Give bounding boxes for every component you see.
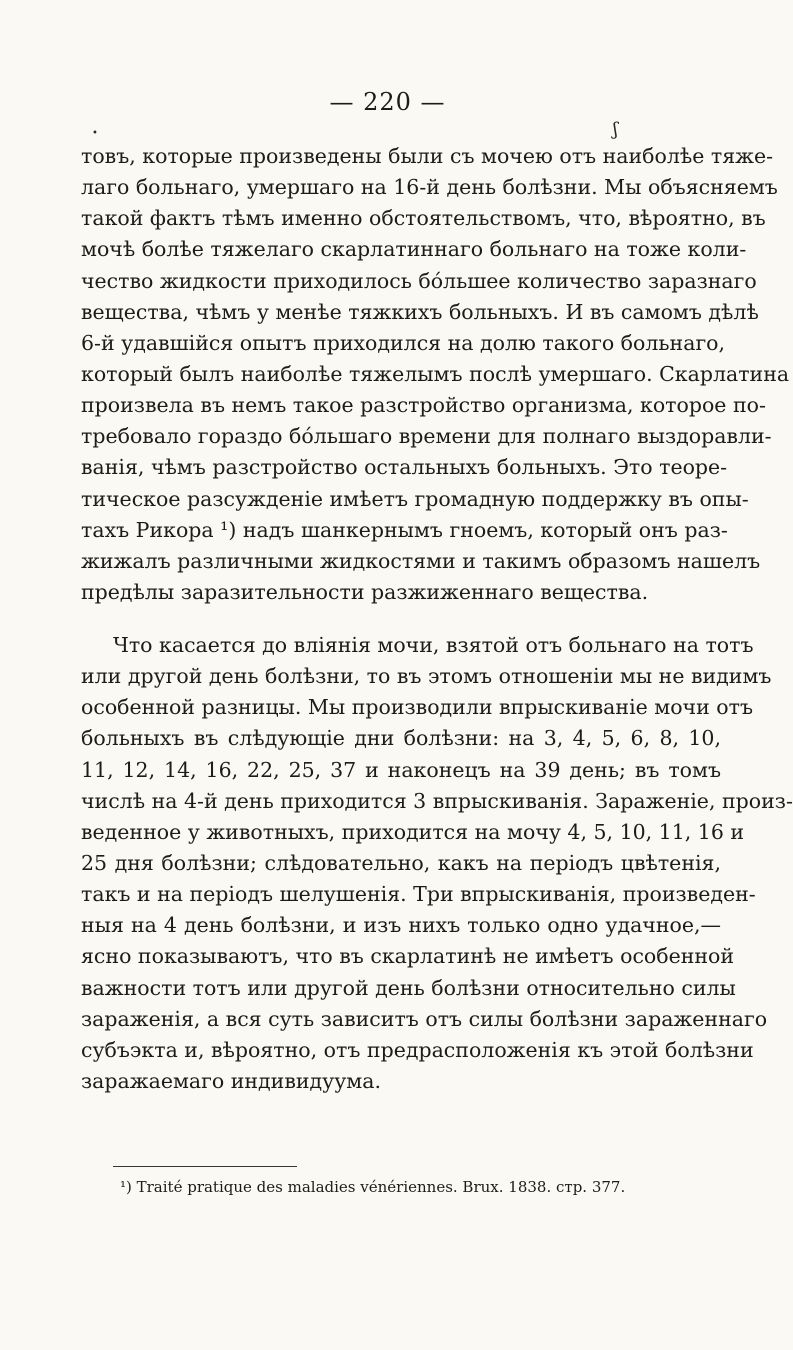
text-line: ныя на 4 день болѣзни, и изъ нихъ только одно удачное,—	[81, 913, 721, 938]
text-line: тахъ Рикора ¹) надъ шанкернымъ гноемъ, который онъ раз-	[81, 517, 728, 542]
paragraph-1	[81, 141, 790, 608]
text-line: ясно показываютъ, что въ скарлатинѣ не имѣетъ особенной	[81, 944, 735, 969]
text-line: лаго больнаго, умершаго на 16-й день болѣзни. Мы объясняемъ	[81, 175, 778, 200]
text-line: зараженія, а вся суть зависитъ отъ силы болѣзни зараженнаго	[81, 1006, 768, 1031]
text-line: произвела въ немъ такое разстройство организма, которое по-	[81, 393, 766, 418]
ink-dot: •	[92, 128, 98, 139]
page-number: — 220 —	[329, 88, 446, 116]
text-line: Что касается до вліянія мочи, взятой отъ больнаго на тотъ	[113, 633, 754, 657]
text-line: вещества, чѣмъ у менѣе тяжкихъ больныхъ. И въ самомъ дѣлѣ	[81, 299, 759, 324]
text-line: тическое разсужденіе имѣетъ громадную поддержку въ опы-	[81, 486, 749, 511]
text-line: чество жидкости приходилось бо́льшее количество заразнаго	[81, 268, 757, 293]
text-line: 11, 12, 14, 16, 22, 25, 37 и наконецъ на 39 день; въ томъ	[81, 757, 721, 782]
text-line: предѣлы заразительности разжиженнаго вещества.	[81, 579, 649, 604]
text-line: числѣ на 4-й день приходится 3 впрыскиванія. Зараженіе, произ-	[81, 788, 793, 813]
footnote-divider	[113, 1166, 297, 1167]
text-line: который былъ наиболѣе тяжелымъ послѣ умершаго. Скарлатина	[81, 361, 790, 386]
text-line: заражаемаго индивидуума.	[81, 1068, 381, 1093]
text-line: 25 дня болѣзни; слѣдовательно, какъ на періодъ цвѣтенія,	[81, 850, 721, 875]
text-line: такъ и на періодъ шелушенія. Три впрыскиванія, произведен-	[81, 882, 756, 907]
text-line: или другой день болѣзни, то въ этомъ отношеніи мы не видимъ	[81, 664, 772, 689]
text-line: 6-й удавшійся опытъ приходился на долю такого больнаго,	[81, 330, 726, 355]
text-line: особенной разницы. Мы производили впрыскиваніе мочи отъ	[81, 695, 754, 720]
text-line: ванія, чѣмъ разстройство остальныхъ больныхъ. Это теоре-	[81, 455, 728, 480]
text-line: больныхъ въ слѣдующіе дни болѣзни: на 3, 4, 5, 6, 8, 10,	[81, 726, 721, 751]
text-line: такой фактъ тѣмъ именно обстоятельствомъ, что, вѣроятно, въ	[81, 206, 766, 231]
text-line: мочѣ болѣе тяжелаго скарлатиннаго больнаго на тоже коли-	[81, 237, 747, 262]
text-line: товъ, которые произведены были съ мочею отъ наиболѣе тяже-	[81, 144, 774, 168]
text-line: требовало гораздо бо́льшаго времени для полнаго выздоравли-	[81, 424, 772, 449]
text-line: жижалъ различными жидкостями и такимъ образомъ нашелъ	[81, 548, 761, 573]
paragraph-2	[81, 630, 793, 1097]
footnote: ¹) Traité pratique des maladies vénériennes. Brux. 1838. стр. 377.	[120, 1178, 626, 1196]
text-line: веденное у животныхъ, приходится на мочу 4, 5, 10, 11, 16 и	[81, 819, 745, 844]
text-line: субъэкта и, вѣроятно, отъ предрасположенія къ этой болѣзни	[81, 1037, 754, 1062]
ink-mark: ʃ	[613, 119, 618, 140]
text-line: важности тотъ или другой день болѣзни относительно силы	[81, 975, 736, 1000]
